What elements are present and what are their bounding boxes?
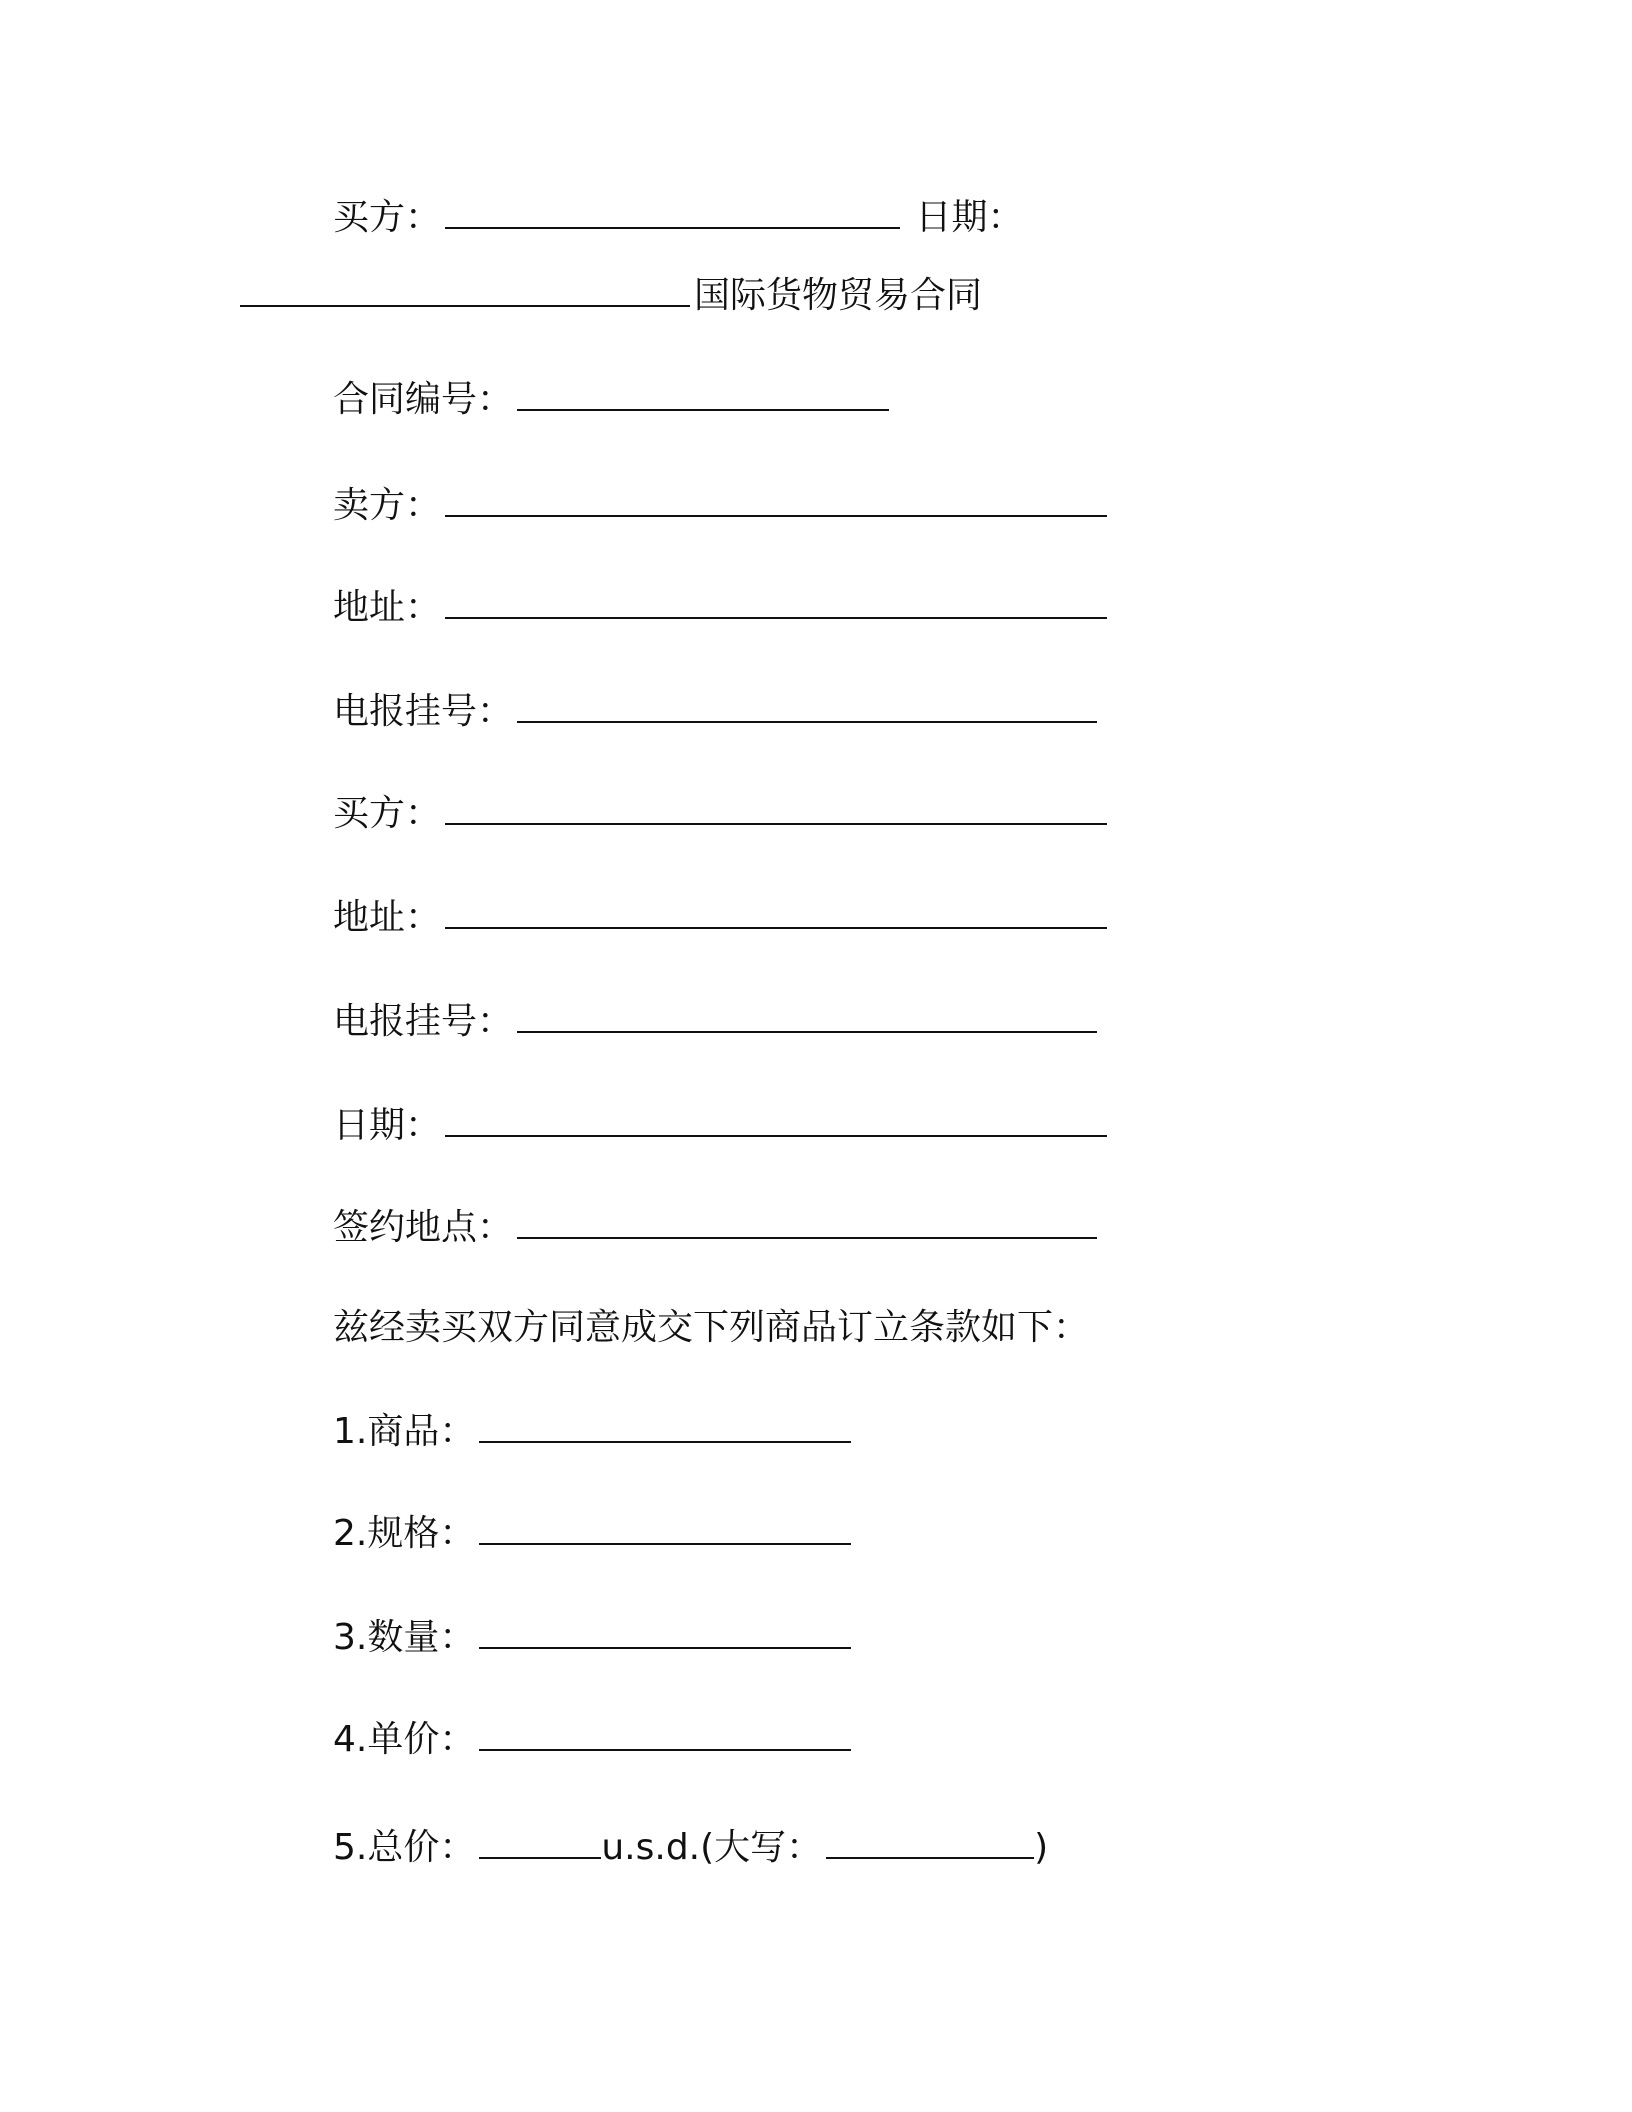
contract-no-label: 合同编号： [333,379,514,420]
buyer-cable-row [333,1000,1101,1044]
unit-price-label: 4.单价： [333,1719,476,1760]
intro-text [333,1306,1089,1350]
total-price-label: 5.总价： [333,1827,476,1868]
buyer-label-2: 买方： [333,793,442,834]
seller-address-label: 地址： [333,587,442,628]
total-words-blank[interactable] [826,1827,1034,1859]
clause-unit-price [333,1718,855,1762]
contract-no-blank[interactable] [517,379,889,411]
seller-cable-blank[interactable] [517,691,1097,723]
intro-sentence: 兹经卖买双方同意成交下列商品订立条款如下： [333,1307,1090,1348]
seller-address-row [333,586,1111,630]
header-line-2 [240,274,982,318]
date-row [333,1104,1111,1148]
clause-total-price [333,1826,1048,1870]
buyer-cable-label: 电报挂号： [333,1001,514,1042]
buyer-address-label: 地址： [333,897,442,938]
clause-goods [333,1410,855,1454]
date-blank[interactable] [240,275,690,307]
seller-row [333,484,1111,528]
date-label: 日期： [915,197,1024,238]
buyer-blank[interactable] [445,197,900,229]
total-currency-text: u.s.d.(大写： [601,1827,823,1868]
goods-blank[interactable] [479,1411,851,1443]
clause-quantity [333,1616,855,1660]
signing-place-blank[interactable] [517,1207,1097,1239]
date-blank-2[interactable] [445,1105,1107,1137]
buyer-address-blank[interactable] [445,897,1107,929]
header-line-1 [333,196,1023,240]
unit-price-blank[interactable] [479,1719,851,1751]
signing-place-row [333,1206,1101,1250]
seller-cable-label: 电报挂号： [333,691,514,732]
signing-place-label: 签约地点： [333,1207,514,1248]
buyer-address-row [333,896,1111,940]
total-close-paren: ) [1034,1827,1049,1868]
seller-address-blank[interactable] [445,587,1107,619]
spec-label: 2.规格： [333,1513,476,1554]
seller-cable-row [333,690,1101,734]
buyer-blank-2[interactable] [445,793,1107,825]
seller-label: 卖方： [333,485,442,526]
document-title: 国际货物贸易合同 [694,275,983,316]
spec-blank[interactable] [479,1513,851,1545]
buyer-label: 买方： [333,197,442,238]
quantity-label: 3.数量： [333,1617,476,1658]
clause-spec [333,1512,855,1556]
quantity-blank[interactable] [479,1617,851,1649]
date-label-2: 日期： [333,1105,442,1146]
seller-blank[interactable] [445,485,1107,517]
contract-no-row [333,378,893,422]
buyer-row [333,792,1111,836]
goods-label: 1.商品： [333,1411,476,1452]
total-usd-blank[interactable] [479,1827,601,1859]
buyer-cable-blank[interactable] [517,1001,1097,1033]
